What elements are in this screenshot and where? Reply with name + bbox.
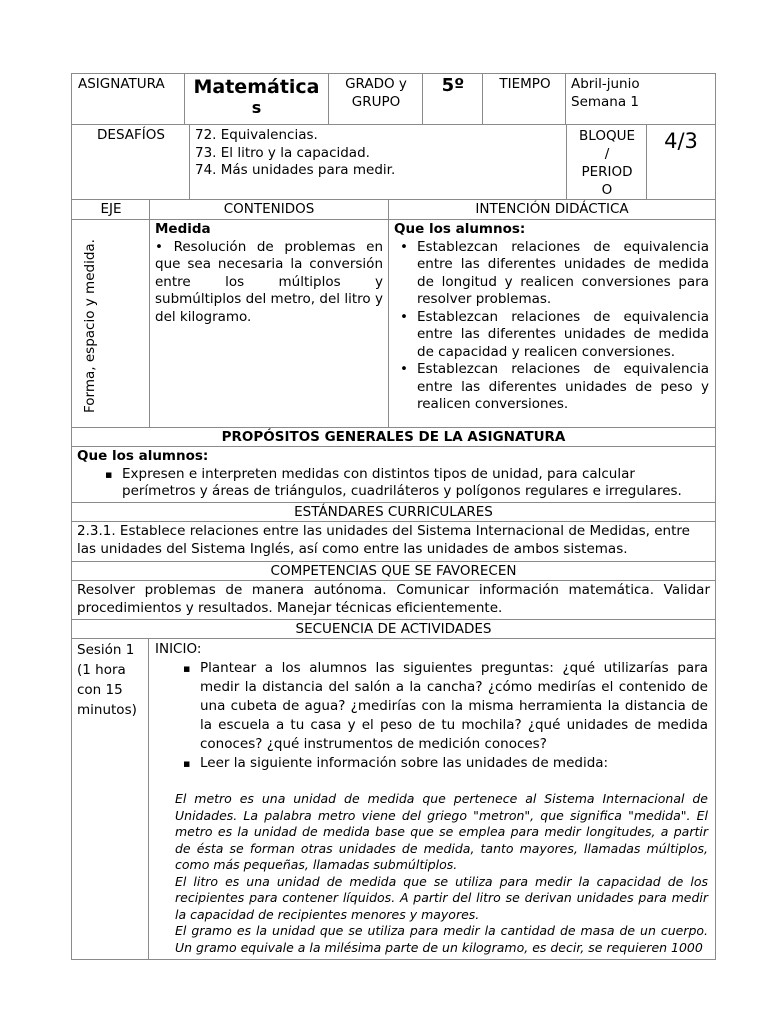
intencion-title: Que los alumnos: bbox=[394, 221, 526, 237]
tiempo-value-line1: Abril-junio bbox=[571, 76, 640, 92]
contenidos-title: Medida bbox=[155, 221, 211, 237]
reading-paragraph: El litro es una unidad de medida que se utiliza para medir la capacidad de los recipientes para contener líquidos. A partir del litro se derivan unidades para medir la capacidad de recipientes menores y mayores. bbox=[175, 873, 708, 922]
bloque-label-line3: PERIOD bbox=[581, 164, 633, 180]
intencion-item: • Establezcan relaciones de equivalencia entre las diferentes unidades de medida de capacidad y realicen conversiones. bbox=[417, 309, 709, 362]
intencion-list bbox=[394, 239, 709, 414]
bloque-value: 4/3 bbox=[664, 129, 698, 153]
inicio-label: INICIO: bbox=[155, 641, 202, 657]
tiempo-value bbox=[566, 75, 714, 112]
asignatura-label: ASIGNATURA bbox=[78, 76, 165, 92]
grado-value: 5º bbox=[441, 75, 465, 96]
propositos-body bbox=[72, 447, 715, 502]
bloque-label-line1: BLOQUE bbox=[579, 128, 635, 144]
reading-paragraph: El gramo es la unidad que se utiliza para medir la cantidad de masa de un cuerpo. Un gramo equivale a la milésima parte de un kilogramo, es decir, se requieren 1000 bbox=[175, 923, 708, 955]
secuencia-content bbox=[150, 639, 715, 959]
estandares-text: 2.3.1. Establece relaciones entre las unidades del Sistema Internacional de Medidas, entre las unidades del Sistema Inglés, así como entre las unidades de ambos sistemas. bbox=[77, 523, 690, 557]
intencion-heading: INTENCIÓN DIDÁCTICA bbox=[475, 201, 629, 217]
bloque-label-line2: / bbox=[604, 146, 610, 162]
asignatura-value-line1: Matemática bbox=[193, 76, 320, 98]
reading-block bbox=[155, 791, 708, 956]
eje-heading: EJE bbox=[100, 201, 122, 217]
propositos-item: ▪ Expresen e interpreten medidas con distintos tipos de unidad, para calcular perímetros y áreas de triángulos, cuadriláteros y polígonos regulares e irregulares. bbox=[122, 466, 710, 501]
propositos-list bbox=[77, 466, 710, 501]
sesion-label bbox=[72, 639, 149, 721]
grado-label bbox=[330, 75, 422, 112]
intencion-item: • Establezcan relaciones de equivalencia entre las diferentes unidades de medida de longitud y realicen conversiones para resolver problemas. bbox=[417, 239, 709, 309]
grado-label-line1: GRADO y bbox=[345, 76, 407, 92]
desafio-item: 74. Más unidades para medir. bbox=[195, 162, 396, 178]
competencias-heading: COMPETENCIAS QUE SE FAVORECEN bbox=[270, 563, 517, 579]
eje-value: Forma, espacio y medida. bbox=[82, 239, 98, 413]
desafios-list bbox=[190, 126, 560, 181]
desafios-label: DESAFÍOS bbox=[97, 127, 165, 143]
secuencia-item: ▪ Leer la siguiente información sobre las unidades de medida: bbox=[200, 754, 708, 773]
secuencia-list bbox=[155, 659, 708, 773]
desafio-item: 72. Equivalencias. bbox=[195, 127, 318, 143]
propositos-intro: Que los alumnos: bbox=[77, 448, 209, 464]
sesion-line: con 15 bbox=[77, 682, 123, 698]
tiempo-label: TIEMPO bbox=[499, 76, 551, 92]
contenidos-heading: CONTENIDOS bbox=[223, 201, 315, 217]
desafio-item: 73. El litro y la capacidad. bbox=[195, 144, 370, 161]
sesion-line: (1 hora bbox=[77, 662, 126, 678]
intencion-item: • Establezcan relaciones de equivalencia entre las diferentes unidades de peso y realicen conversiones. bbox=[417, 361, 709, 414]
secuencia-heading: SECUENCIA DE ACTIVIDADES bbox=[295, 621, 492, 637]
grado-label-line2: GRUPO bbox=[351, 93, 401, 110]
sesion-line: minutos) bbox=[77, 702, 137, 718]
reading-paragraph: El metro es una unidad de medida que pertenece al Sistema Internacional de Unidades. La palabra metro viene del griego "metron", que significa "medida". El metro es la unidad de medida base que se emplea para medir longitudes, a partir de ésta se forman otras unidades de medida, tanto mayores, llamadas múltiplos, como más pequeñas, llamadas submúltiplos. bbox=[175, 791, 708, 872]
bloque-label bbox=[567, 126, 647, 200]
contenidos-block bbox=[150, 220, 388, 327]
estandares-heading: ESTÁNDARES CURRICULARES bbox=[294, 504, 493, 520]
contenidos-text: • Resolución de problemas en que sea necesaria la conversión entre los múltiplos y submúltiplos del metro, del litro y del kilogramo. bbox=[155, 238, 383, 325]
asignatura-value bbox=[186, 74, 327, 118]
competencias-text: Resolver problemas de manera autónoma. Comunicar información matemática. Validar procedimientos y resultados. Manejar técnicas eficientemente. bbox=[77, 582, 710, 616]
tiempo-value-line2: Semana 1 bbox=[571, 93, 640, 110]
bloque-label-line4: O bbox=[601, 182, 613, 198]
asignatura-value-line2: s bbox=[251, 98, 262, 117]
secuencia-item: ▪ Plantear a los alumnos las siguientes preguntas: ¿qué utilizarías para medir la distancia del salón a la cancha? ¿cómo medirías el contenido de una cubeta de agua? ¿medirías con la misma herramienta la distancia de la escuela a tu casa y el peso de tu mochila? ¿qué unidades de medida conoces? ¿qué instrumentos de medición conoces? bbox=[200, 659, 708, 754]
propositos-heading: PROPÓSITOS GENERALES DE LA ASIGNATURA bbox=[221, 429, 566, 445]
intencion-block bbox=[389, 220, 715, 415]
sesion-line: Sesión 1 bbox=[77, 642, 135, 658]
